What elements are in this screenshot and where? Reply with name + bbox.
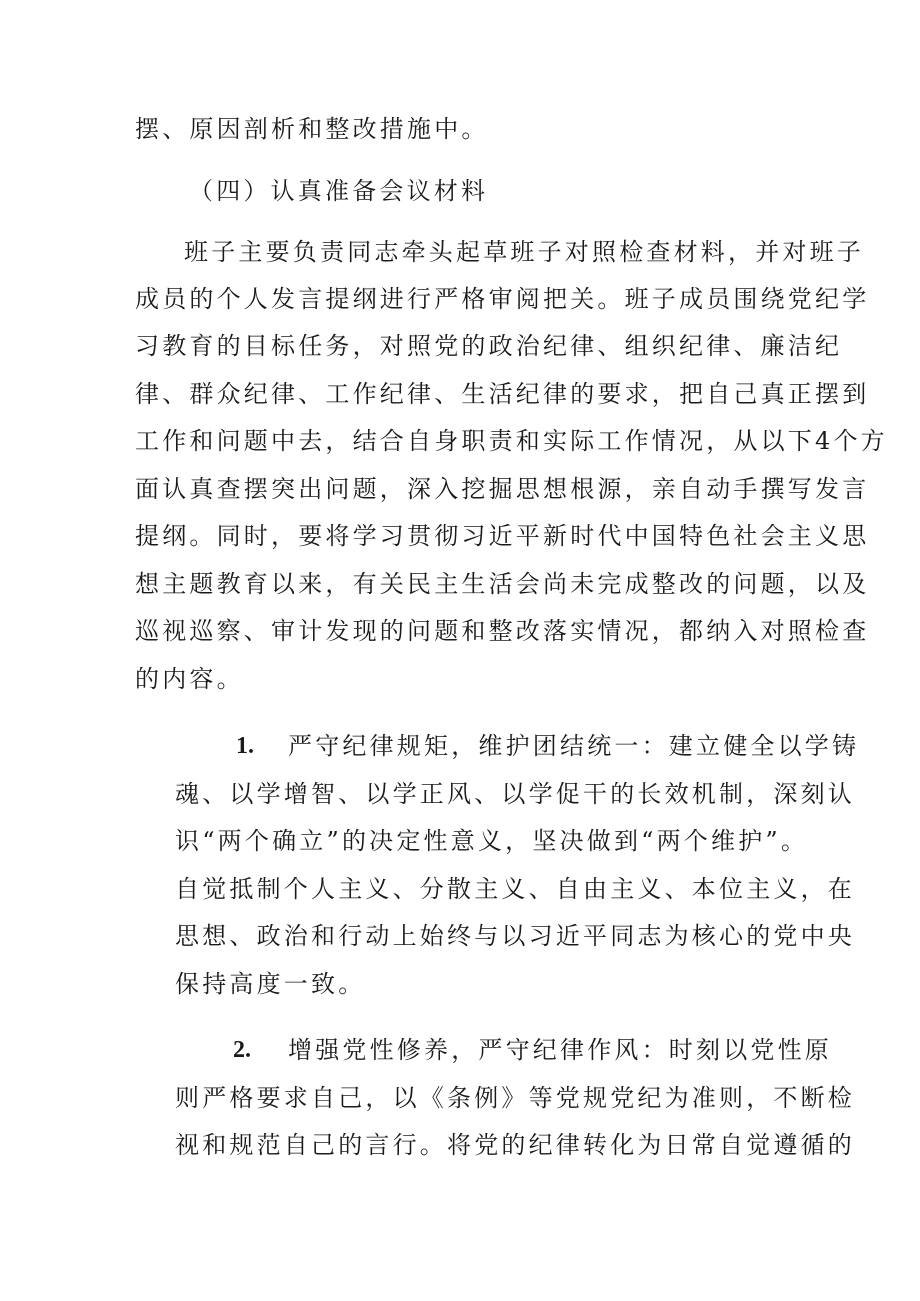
paragraph-line: 提纲。同时，要将学习贯彻习近平新时代中国特色社会主义思 bbox=[135, 522, 870, 550]
paragraph-line: 摆、原因剖析和整改措施中。 bbox=[135, 115, 489, 143]
paragraph-line: 想主题教育以来，有关民主生活会尚未完成整改的问题，以及 bbox=[135, 570, 870, 598]
paragraph-line: 工作和问题中去，结合自身职责和实际工作情况，从以下4个方 bbox=[135, 427, 888, 455]
paragraph-line: 律、群众纪律、工作纪律、生活纪律的要求，把自己真正摆到 bbox=[135, 380, 870, 408]
paragraph-line: 的内容。 bbox=[135, 665, 244, 693]
section-heading: （四）认真准备会议材料 bbox=[189, 177, 489, 205]
list-item-line: 思想、政治和行动上始终与以习近平同志为核心的党中央 bbox=[175, 922, 855, 950]
list-item-line: 视和规范自己的言行。将党的纪律转化为日常自觉遵循的 bbox=[175, 1131, 855, 1159]
list-item-line: 则严格要求自己，以《条例》等党规党纪为准则，不断检 bbox=[175, 1084, 855, 1112]
list-item-line: 识“两个确立”的决定性意义，坚决做到“两个维护”。 bbox=[175, 827, 809, 855]
paragraph-line: 成员的个人发言提纲进行严格审阅把关。班子成员围绕党纪学 bbox=[135, 285, 870, 313]
list-item-line: 自觉抵制个人主义、分散主义、自由主义、本位主义，在 bbox=[175, 875, 855, 903]
list-item-line: 严守纪律规矩，维护团结统一：建立健全以学铸 bbox=[288, 732, 860, 760]
list-item-number: 2. bbox=[233, 1037, 251, 1063]
list-item-line: 增强党性修养，严守纪律作风：时刻以党性原 bbox=[288, 1036, 832, 1064]
list-item-line: 保持高度一致。 bbox=[175, 970, 366, 998]
paragraph-line: 面认真查摆突出问题，深入挖掘思想根源，亲自动手撰写发言 bbox=[135, 475, 870, 503]
paragraph-line: 巡视巡察、审计发现的问题和整改落实情况，都纳入对照检查 bbox=[135, 617, 870, 645]
paragraph-line: 班子主要负责同志牵头起草班子对照检查材料，并对班子 bbox=[184, 238, 864, 266]
list-item-line: 魂、以学增智、以学正风、以学促干的长效机制，深刻认 bbox=[175, 780, 855, 808]
list-item-number: 1. bbox=[236, 733, 254, 759]
paragraph-line: 习教育的目标任务，对照党的政治纪律、组织纪律、廉洁纪 bbox=[135, 332, 843, 360]
